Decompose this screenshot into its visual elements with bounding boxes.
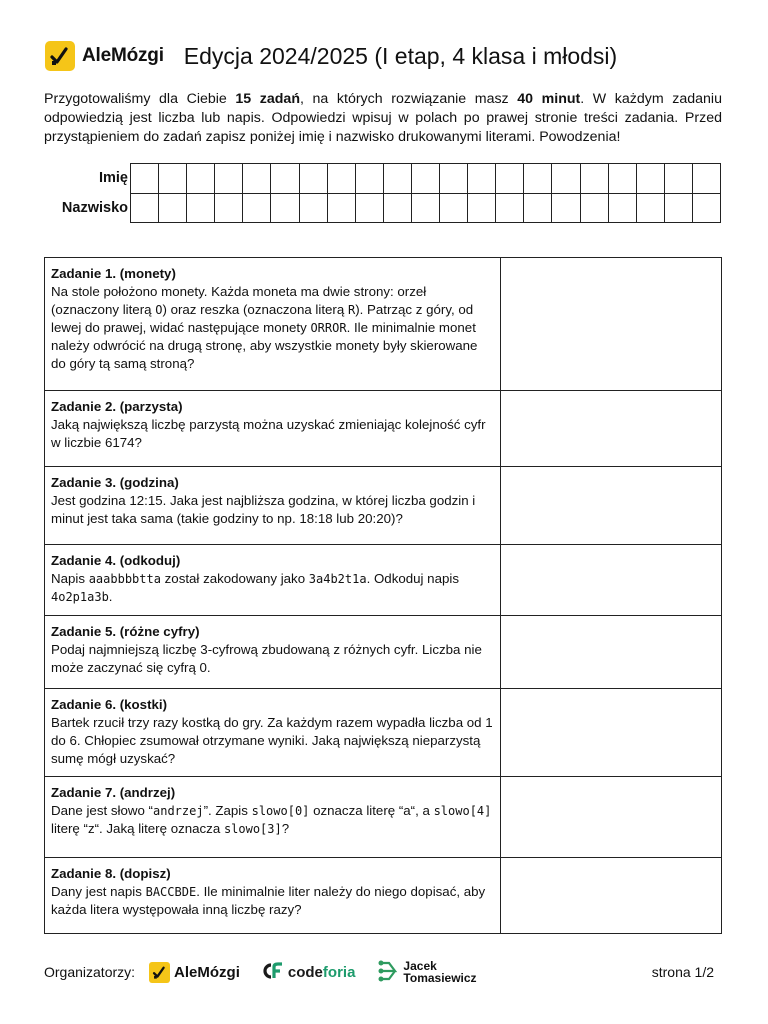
checkmark-icon [45,41,75,71]
codeforia-logo [262,962,356,983]
letter-cell[interactable] [243,193,271,223]
letter-cell[interactable] [581,164,609,194]
alemozgi-footer-logo [149,962,240,983]
task-body: Bartek rzucił trzy razy kostką do gry. Za każdym razem wypadła liczba od 1 do 6. Chłopiec zsumował otrzymane wyniki. Jaką największą nieparzystą sumę mógł uzyskać? [51,715,493,766]
letter-cell[interactable] [159,164,187,194]
answer-field[interactable] [501,467,721,544]
task-title: Zadanie 5. (różne cyfry) [51,624,200,639]
letter-cell[interactable] [496,164,524,194]
letter-cell[interactable] [693,164,721,194]
letter-cell[interactable] [271,164,299,194]
answer-field[interactable] [501,545,721,615]
task-content [45,858,501,933]
first-name-label: Imię [98,170,128,186]
task-row [45,776,721,857]
letter-cell[interactable] [468,164,496,194]
task-title: Zadanie 3. (godzina) [51,475,179,490]
task-title: Zadanie 8. (dopisz) [51,866,171,881]
letter-cell[interactable] [468,193,496,223]
task-title: Zadanie 1. (monety) [51,266,176,281]
first-name-input[interactable] [130,163,721,194]
letter-cell[interactable] [609,164,637,194]
letter-cell[interactable] [552,164,580,194]
letter-cell[interactable] [412,164,440,194]
letter-cell[interactable] [300,164,328,194]
task-content [45,258,501,390]
task-body: Podaj najmniejszą liczbę 3-cyfrową zbudowaną z różnych cyfr. Liczba nie może zaczynać się cyfrą 0. [51,642,482,675]
letter-cell[interactable] [159,193,187,223]
letter-cell[interactable] [243,164,271,194]
letter-cell[interactable] [665,164,693,194]
codeforia-text: codeforia [287,963,356,981]
task-title: Zadanie 4. (odkoduj) [51,553,181,568]
page-title: Edycja 2024/2025 (I etap, 4 klasa i młodsi) [183,42,618,69]
answer-field[interactable] [501,391,721,466]
letter-cell[interactable] [187,193,215,223]
answer-field[interactable] [501,689,721,776]
letter-cell[interactable] [524,164,552,194]
letter-cell[interactable] [440,193,468,223]
task-title: Zadanie 2. (parzysta) [51,399,183,414]
letter-cell[interactable] [609,193,637,223]
letter-cell[interactable] [187,164,215,194]
task-row [45,615,721,688]
page-footer [44,955,714,989]
codeforia-icon [262,962,284,983]
letter-cell[interactable] [384,193,412,223]
letter-cell[interactable] [496,193,524,223]
answer-field[interactable] [501,777,721,857]
letter-cell[interactable] [328,193,356,223]
letter-cell[interactable] [271,193,299,223]
letter-cell[interactable] [131,193,159,223]
letter-cell[interactable] [215,164,243,194]
task-content [45,545,501,615]
organizers-label: Organizatorzy: [44,964,136,980]
intro-text: Przygotowaliśmy dla Ciebie 15 zadań, na których rozwiązanie masz 40 minut. W każdym zadaniu odpowiedzią jest liczba lub napis. Odpowiedzi wpisuj w polach po prawej stronie treści zadania. Przed przystąpieniem do zadań zapisz poniżej imię i nazwisko drukowanymi literami. Powodzenia! [44,91,722,145]
time-limit: 40 minut [517,91,581,107]
letter-cell[interactable] [440,164,468,194]
page-number: strona 1/2 [651,964,714,980]
tasks-table [44,257,722,934]
letter-cell[interactable] [637,193,665,223]
task-row [45,390,721,466]
checkmark-icon [149,962,170,983]
task-body: Jest godzina 12:15. Jaka jest najbliższa godzina, w której liczba godzin i minut jest taka sama (takie godziny to np. 18:18 lub 20:20)? [51,493,476,526]
letter-cell[interactable] [384,164,412,194]
task-title: Zadanie 7. (andrzej) [51,785,176,800]
task-row [45,258,721,390]
letter-cell[interactable] [412,193,440,223]
letter-cell[interactable] [693,193,721,223]
letter-cell[interactable] [665,193,693,223]
answer-field[interactable] [501,858,721,933]
letter-cell[interactable] [524,193,552,223]
letter-cell[interactable] [581,193,609,223]
letter-cell[interactable] [328,164,356,194]
letter-cell[interactable] [131,164,159,194]
task-content [45,467,501,544]
letter-cell[interactable] [300,193,328,223]
jacek-text: Jacek Tomasiewicz [403,959,477,985]
task-row [45,688,721,776]
task-row [45,466,721,544]
task-body: Dane jest słowo “andrzej”. Zapis slowo[0] oznacza literę “a“, a slowo[4] literę “z“. Jaką literę oznacza slowo[3]? [51,803,492,836]
letter-cell[interactable] [552,193,580,223]
task-content [45,689,501,776]
last-name-input[interactable] [130,193,721,223]
task-content [45,616,501,688]
task-title: Zadanie 6. (kostki) [51,697,168,712]
task-body: Na stole położono monety. Każda moneta ma dwie strony: orzeł (oznaczony literą O) oraz reszka (oznaczona literą R). Patrząc z góry, od lewej do prawej, widać następujące monety ORROR. Ile minimalnie monet należy odwrócić na drugą stronę, aby wszystkie monety były skierowane do góry tą samą stroną? [51,284,478,371]
name-grid [44,163,721,223]
answer-field[interactable] [501,616,721,688]
letter-cell[interactable] [356,164,384,194]
last-name-label: Nazwisko [61,200,128,216]
task-body: Dany jest napis BACCBDE. Ile minimalnie liter należy do niego dopisać, aby każda litera występowała inną liczbę razy? [51,884,486,917]
letter-cell[interactable] [215,193,243,223]
task-row [45,857,721,933]
jacek-tomasiewicz-logo [377,959,476,986]
connector-icon [377,959,399,986]
alemozgi-logo [45,41,164,71]
alemozgi-text: AleMózgi [174,963,240,981]
task-content [45,777,501,857]
logo-text: AleMózgi [82,45,164,66]
task-row [45,544,721,615]
task-body: Napis aaabbbbtta został zakodowany jako 3a4b2t1a. Odkoduj napis 4o2p1a3b. [51,571,459,604]
task-body: Jaką największą liczbę parzystą można uzyskać zmieniając kolejność cyfr w liczbie 6174? [51,417,486,450]
task-content [45,391,501,466]
page-header [45,40,735,72]
answer-field[interactable] [501,258,721,390]
letter-cell[interactable] [637,164,665,194]
tasks-count: 15 zadań [235,91,300,107]
letter-cell[interactable] [356,193,384,223]
first-name-row [44,163,721,193]
last-name-row [44,193,721,223]
